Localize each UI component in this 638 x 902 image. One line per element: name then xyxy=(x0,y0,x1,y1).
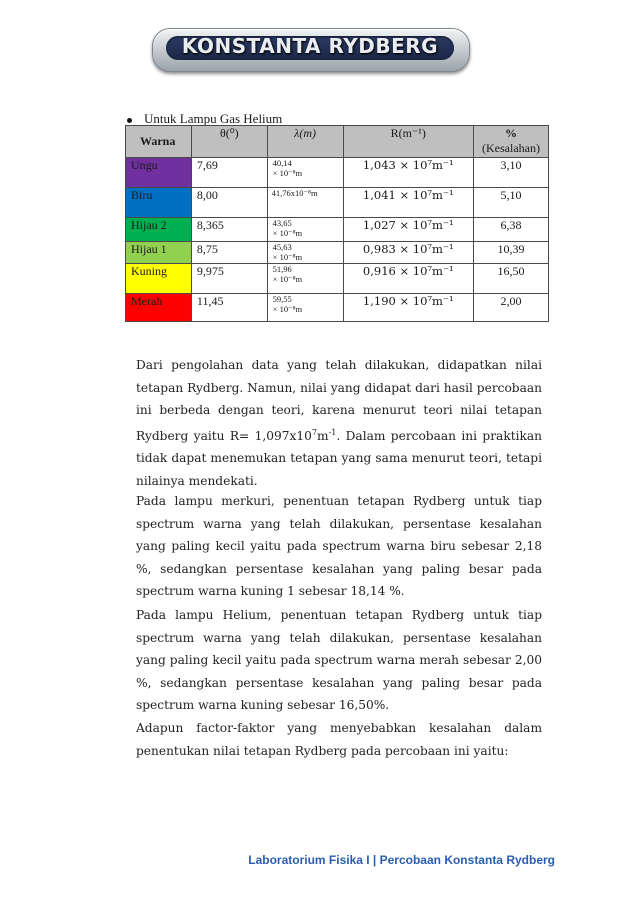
paragraph-rydberg-comparison xyxy=(136,354,542,493)
lambda-value: 43,65 xyxy=(272,218,292,228)
header-pct-label: (Kesalahan) xyxy=(482,141,540,155)
table-header-row xyxy=(126,126,549,158)
title-banner xyxy=(152,28,468,70)
cell-lambda xyxy=(267,158,343,188)
cell-pct: 5,10 xyxy=(474,188,549,218)
cell-theta: 8,75 xyxy=(191,242,267,264)
table-row xyxy=(126,218,549,242)
cell-theta: 8,365 xyxy=(191,218,267,242)
table-row xyxy=(126,242,549,264)
cell-r: 0,916 × 10⁷m⁻¹ xyxy=(343,264,473,294)
cell-lambda xyxy=(267,264,343,294)
cell-pct: 3,10 xyxy=(474,158,549,188)
cell-warna: Ungu xyxy=(126,158,192,188)
cell-theta: 8,00 xyxy=(191,188,267,218)
cell-warna: Hijau 1 xyxy=(126,242,192,264)
cell-lambda xyxy=(267,294,343,322)
helium-data-table xyxy=(125,125,549,322)
lambda-value: 45,63 xyxy=(272,242,292,252)
paragraph-factors: Adapun factor-faktor yang menyebabkan kesalahan dalam penentukan nilai tetapan Rydberg pada percobaan ini yaitu: xyxy=(136,721,542,758)
lambda-exponent: × 10⁻⁸m xyxy=(272,228,303,238)
cell-r: 1,043 × 10⁷m⁻¹ xyxy=(343,158,473,188)
table-row xyxy=(126,188,549,218)
lambda-value: 59,55 xyxy=(272,294,292,304)
header-lambda: λ(m) xyxy=(267,126,343,158)
header-warna: Warna xyxy=(126,126,192,158)
cell-r: 0,983 × 10⁷m⁻¹ xyxy=(343,242,473,264)
paragraph-helium: Pada lampu Helium, penentuan tetapan Rydberg untuk tiap spectrum warna yang telah dilakukan, persentase kesalahan yang paling kecil yaitu pada spectrum warna merah sebesar 2,00 %, sedangkan persentase kesalahan yang paling besar pada spectrum warna kuning sebesar 16,50%. xyxy=(136,608,542,713)
table-row xyxy=(126,264,549,294)
cell-pct: 2,00 xyxy=(474,294,549,322)
p1-text-c: . Dalam percobaan ini praktikan tidak dapat menemukan tetapan yang sama menurut teori, tetapi nilainya mendekati. xyxy=(136,428,542,489)
cell-theta: 11,45 xyxy=(191,294,267,322)
table-row xyxy=(126,158,549,188)
cell-warna: Hijau 2 xyxy=(126,218,192,242)
header-pct xyxy=(474,126,549,158)
p1-text-a: Dari pengolahan data yang telah dilakukan, didapatkan nilai tetapan Rydberg. Namun, nilai yang didapat dari hasil percobaan ini berbeda dengan teori, karena menurut teori nilai tetapan Rydberg yaitu R= 1,097x10 xyxy=(136,358,542,443)
p1-text-b: m xyxy=(317,428,329,443)
lambda-value: 41,76x10⁻⁸m xyxy=(271,188,318,198)
lambda-exponent: × 10⁻⁸m xyxy=(272,252,303,262)
cell-warna: Kuning xyxy=(126,264,192,294)
page-footer: Laboratorium Fisika I | Percobaan Konstanta Rydberg xyxy=(248,853,555,867)
bullet-icon xyxy=(127,118,132,123)
banner-title: KONSTANTA RYDBERG xyxy=(181,34,439,58)
cell-r: 1,190 × 10⁷m⁻¹ xyxy=(343,294,473,322)
cell-r: 1,041 × 10⁷m⁻¹ xyxy=(343,188,473,218)
cell-pct: 6,38 xyxy=(474,218,549,242)
cell-lambda xyxy=(267,242,343,264)
cell-warna: Biru xyxy=(126,188,192,218)
bullet-text: Untuk Lampu Gas Helium xyxy=(144,111,283,126)
lambda-value: 51,96 xyxy=(272,264,292,274)
lambda-value: 40,14 xyxy=(272,158,292,168)
cell-theta: 9,975 xyxy=(191,264,267,294)
p1-sup-unit: -1 xyxy=(328,427,337,437)
cell-lambda xyxy=(267,188,343,218)
lambda-exponent: × 10⁻⁸m xyxy=(272,274,303,284)
header-r: R(m⁻¹) xyxy=(343,126,473,158)
cell-theta: 7,69 xyxy=(191,158,267,188)
header-theta: θ(⁰) xyxy=(191,126,267,158)
cell-lambda xyxy=(267,218,343,242)
cell-pct: 10,39 xyxy=(474,242,549,264)
lambda-exponent: × 10⁻⁸m xyxy=(272,168,303,178)
cell-warna: Merah xyxy=(126,294,192,322)
cell-pct: 16,50 xyxy=(474,264,549,294)
lambda-exponent: × 10⁻⁸m xyxy=(272,304,303,314)
paragraph-mercury: Pada lampu merkuri, penentuan tetapan Rydberg untuk tiap spectrum warna yang telah dilakukan, persentase kesalahan yang paling kecil yaitu pada spectrum warna biru sebesar 2,18 %, sedangkan persentase kesalahan yang paling besar pada spectrum warna kuning 1 sebesar 18,14 %. xyxy=(136,494,542,599)
table-row xyxy=(126,294,549,322)
header-pct-symbol: % xyxy=(505,126,517,140)
cell-r: 1,027 × 10⁷m⁻¹ xyxy=(343,218,473,242)
p1-sup-exp: 7 xyxy=(311,427,318,437)
